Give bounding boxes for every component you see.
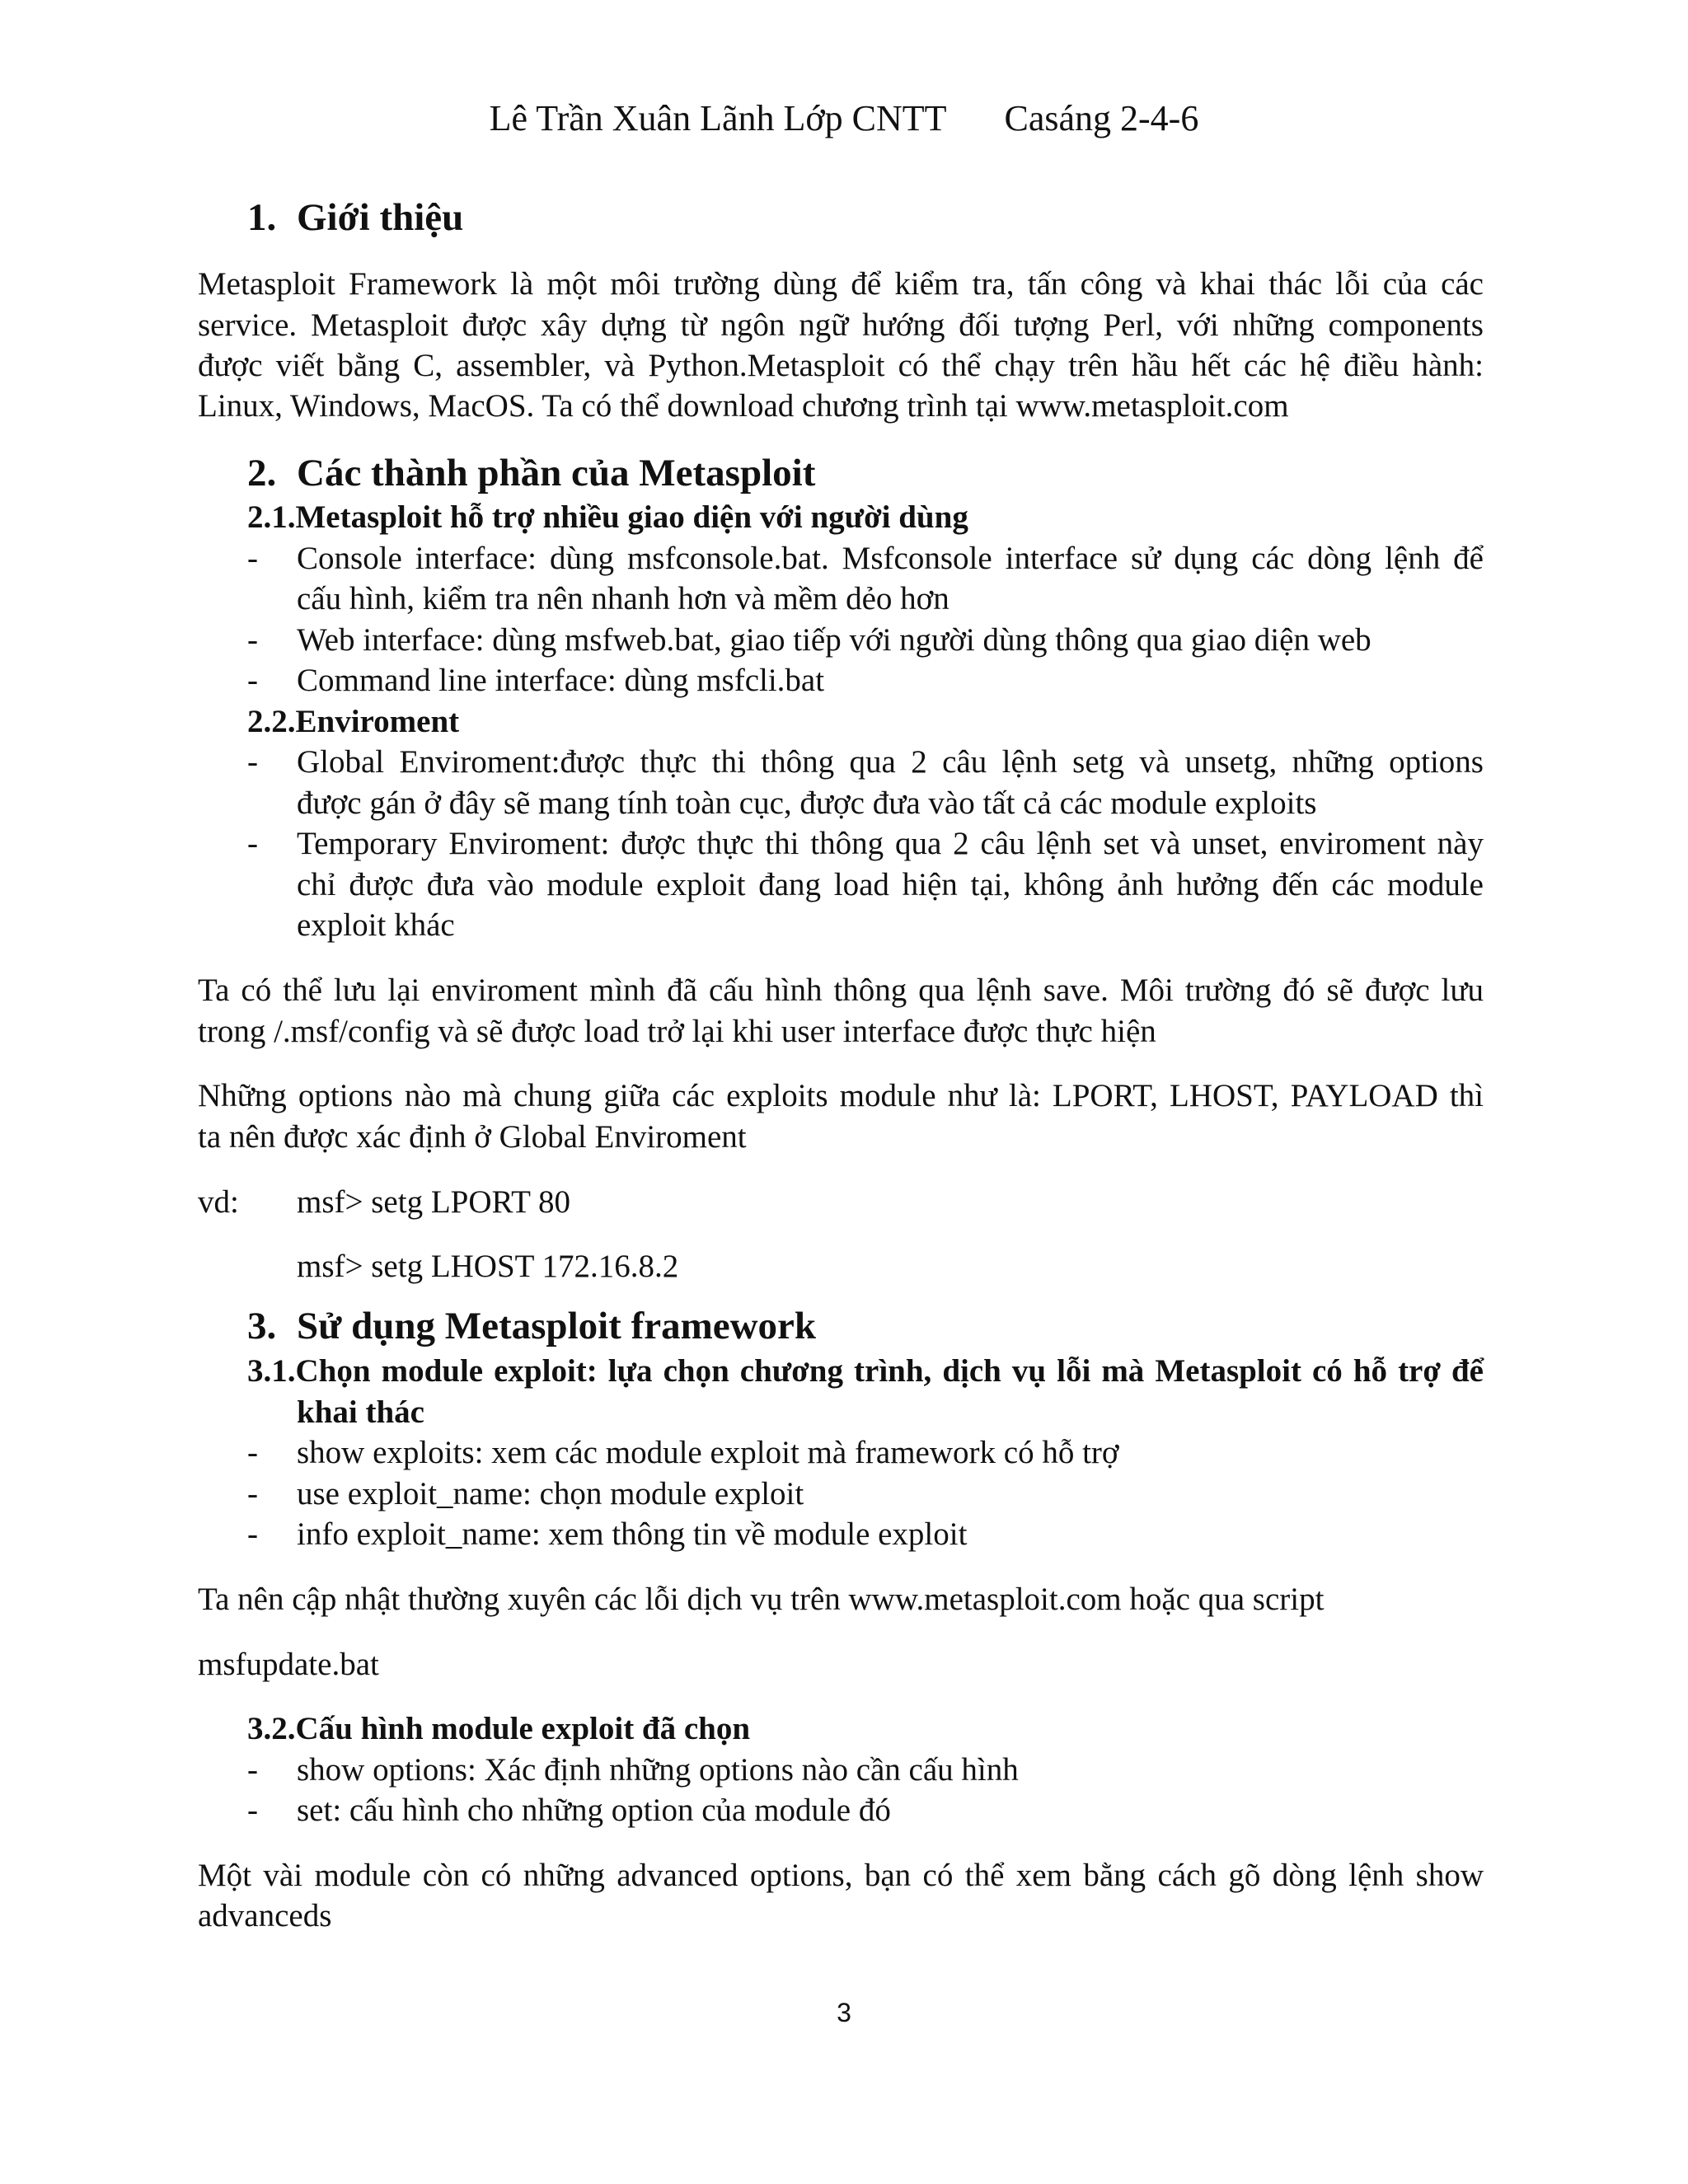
paragraph-line: Những options nào mà chung giữa các exploits module như là: LPORT, LHOST, PAYLOAD thì (198, 1078, 1484, 1113)
list-item: info exploit_name: xem thông tin về module exploit (297, 1516, 968, 1552)
list-item: show exploits: xem các module exploit mà framework có hỗ trợ (297, 1435, 1119, 1470)
list-item: được gán ở đây sẽ mang tính toàn cục, được đưa vào tất cả các module exploits (297, 785, 1317, 821)
subsection-2-2-heading: 2.2.Enviroment (247, 704, 460, 739)
subsection-2-1-heading: 2.1.Metasploit hỗ trợ nhiều giao diện với người dùng (247, 499, 968, 535)
bullet-dash: - (247, 1476, 258, 1511)
section-1-heading: 1. Giới thiệu (247, 196, 464, 239)
paragraph-line: advanceds (198, 1898, 332, 1933)
list-item: Console interface: dùng msfconsole.bat. Msfconsole interface sử dụng các dòng lệnh để (297, 541, 1484, 576)
bullet-dash: - (247, 622, 258, 658)
page-header (0, 96, 1688, 142)
list-item: Web interface: dùng msfweb.bat, giao tiếp với người dùng thông qua giao diện web (297, 622, 1372, 658)
paragraph-line: trong /.msf/config và sẽ được load trở lại khi user interface được thực hiện (198, 1014, 1156, 1049)
list-item: Temporary Enviroment: được thực thi thông qua 2 câu lệnh set và unset, enviroment này (297, 826, 1484, 861)
example-command: msf> setg LHOST 172.16.8.2 (297, 1249, 679, 1284)
bullet-dash: - (247, 541, 258, 576)
section-1-line-2: service. Metasploit được xây dựng từ ngôn ngữ hướng đối tượng Perl, với những components (198, 307, 1484, 343)
list-item: cấu hình, kiểm tra nên nhanh hơn và mềm dẻo hơn (297, 581, 950, 616)
paragraph-line: Ta nên cập nhật thường xuyên các lỗi dịch vụ trên www.metasploit.com hoặc qua script (198, 1582, 1325, 1617)
subsection-3-1-heading: 3.1.Chọn module exploit: lựa chọn chương trình, dịch vụ lỗi mà Metasploit có hỗ trợ để (247, 1353, 1484, 1389)
paragraph-line: Một vài module còn có những advanced options, bạn có thể xem bằng cách gõ dòng lệnh show (198, 1858, 1484, 1893)
section-1-line-3: được viết bằng C, assembler, và Python.Metasploit có thể chạy trên hầu hết các hệ điều hành: (198, 348, 1484, 383)
page-number: 3 (837, 1998, 851, 2027)
section-2-heading: 2. Các thành phần của Metasploit (247, 452, 816, 494)
list-item: use exploit_name: chọn module exploit (297, 1476, 804, 1511)
header-author: Lê Trần Xuân Lãnh Lớp CNTT (489, 98, 947, 138)
list-item: exploit khác (297, 907, 455, 943)
list-item: Command line interface: dùng msfcli.bat (297, 663, 825, 698)
list-item: show options: Xác định những options nào cần cấu hình (297, 1752, 1019, 1788)
paragraph-line: Ta có thể lưu lại enviroment mình đã cấu hình thông qua lệnh save. Môi trường đó sẽ được lưu (198, 972, 1484, 1008)
paragraph-line: ta nên được xác định ở Global Enviroment (198, 1119, 747, 1155)
bullet-dash: - (247, 1793, 258, 1828)
section-1-line-4: Linux, Windows, MacOS. Ta có thể download chương trình tại www.metasploit.com (198, 388, 1289, 424)
list-item: chỉ được đưa vào module exploit đang load hiện tại, không ảnh hưởng đến các module (297, 867, 1484, 902)
bullet-dash: - (247, 1752, 258, 1788)
bullet-dash: - (247, 744, 258, 780)
bullet-dash: - (247, 1516, 258, 1552)
bullet-dash: - (247, 826, 258, 861)
example-command: msf> setg LPORT 80 (297, 1184, 571, 1220)
bullet-dash: - (247, 1435, 258, 1470)
header-schedule: Casáng 2-4-6 (1004, 98, 1199, 138)
paragraph-line: msfupdate.bat (198, 1647, 379, 1682)
example-label: vd: (198, 1184, 239, 1220)
section-1-line-1: Metasploit Framework là một môi trường dùng để kiểm tra, tấn công và khai thác lỗi của các (198, 266, 1484, 302)
list-item: set: cấu hình cho những option của module đó (297, 1793, 891, 1828)
subsection-3-2-heading: 3.2.Cấu hình module exploit đã chọn (247, 1711, 751, 1746)
list-item: Global Enviroment:được thực thi thông qua 2 câu lệnh setg và unsetg, những options (297, 744, 1484, 780)
subsection-3-1-heading-cont: khai thác (297, 1394, 424, 1430)
bullet-dash: - (247, 663, 258, 698)
section-3-heading: 3. Sử dụng Metasploit framework (247, 1305, 817, 1347)
